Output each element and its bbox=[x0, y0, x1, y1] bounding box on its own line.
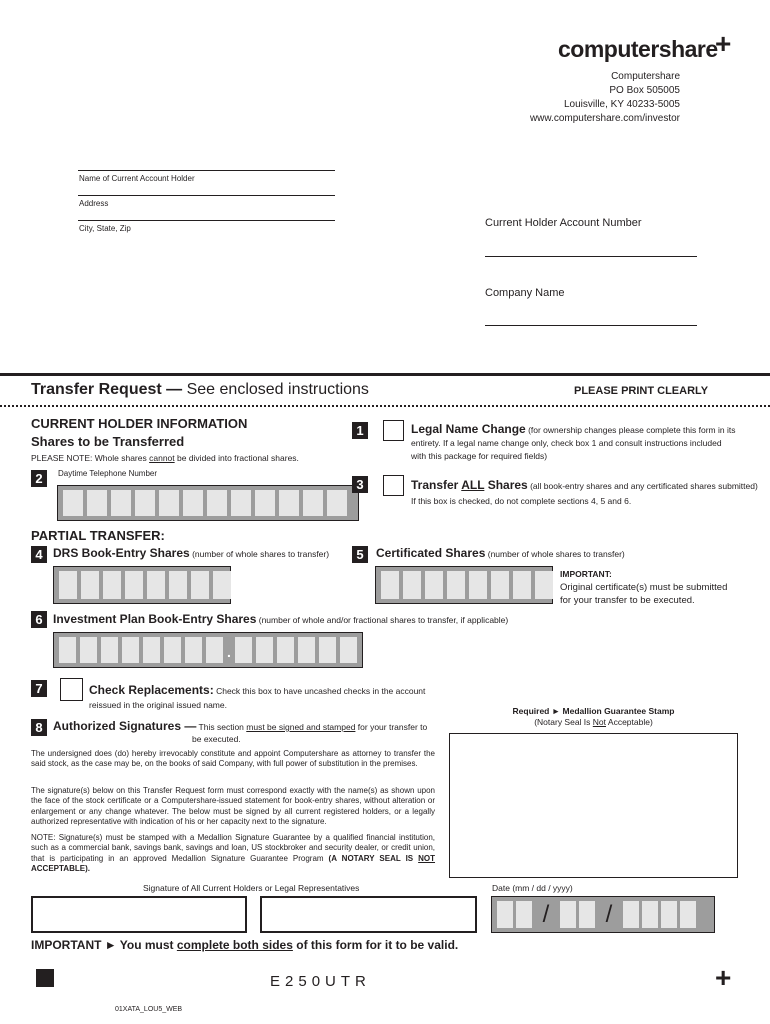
digit-cell[interactable] bbox=[111, 490, 131, 516]
decimal-point: . bbox=[227, 644, 231, 660]
digit-cell[interactable] bbox=[469, 571, 487, 599]
digit-cell[interactable] bbox=[235, 637, 252, 663]
medallion-stamp-box[interactable] bbox=[449, 733, 738, 878]
section-6-number: 6 bbox=[31, 611, 47, 628]
notary-suffix: Acceptable) bbox=[606, 717, 653, 727]
whole-shares-note bbox=[31, 453, 299, 463]
certificated-shares-label bbox=[376, 546, 625, 560]
registration-cross-icon: + bbox=[715, 28, 732, 59]
transfer-all-suffix: Shares bbox=[484, 478, 528, 492]
address-line: Computershare bbox=[611, 71, 680, 82]
warning-suffix: of this form for it to be valid. bbox=[292, 938, 459, 952]
digit-cell[interactable] bbox=[63, 490, 83, 516]
digit-cell[interactable] bbox=[81, 571, 99, 599]
transfer-all-desc: (all book-entry shares and any certificated shares submitted) bbox=[527, 481, 758, 491]
investment-plan-input[interactable] bbox=[53, 632, 363, 668]
legal-name-change-checkbox[interactable] bbox=[383, 420, 404, 441]
notary-warning-b: ACCEPTABLE). bbox=[31, 863, 90, 873]
account-number-label: Current Holder Account Number bbox=[485, 217, 642, 229]
note-prefix: PLEASE NOTE: Whole shares bbox=[31, 453, 150, 463]
notary-warning-a: (A NOTARY SEAL IS bbox=[328, 853, 419, 863]
digit-cell[interactable] bbox=[381, 571, 399, 599]
medallion-required-text: Required ► Medallion Guarantee Stamp bbox=[512, 706, 675, 716]
certificated-shares-title: Certificated Shares bbox=[376, 546, 486, 560]
authorized-signatures-heading bbox=[53, 721, 427, 732]
digit-cell[interactable] bbox=[59, 637, 76, 663]
digit-cell[interactable] bbox=[513, 571, 531, 599]
digit-cell[interactable] bbox=[59, 571, 77, 599]
form-title-bold: Transfer Request — bbox=[31, 381, 183, 398]
date-cell[interactable] bbox=[661, 901, 677, 928]
digit-cell[interactable] bbox=[103, 571, 121, 599]
digit-cell[interactable] bbox=[425, 571, 443, 599]
investment-plan-desc: (number of whole and/or fractional shares to transfer, if applicable) bbox=[256, 615, 509, 625]
digit-cell[interactable] bbox=[101, 637, 118, 663]
date-input[interactable] bbox=[491, 896, 715, 933]
digit-cell[interactable] bbox=[125, 571, 143, 599]
digit-cell[interactable] bbox=[191, 571, 209, 599]
digit-cell[interactable] bbox=[183, 490, 203, 516]
certificated-shares-desc: (number of whole shares to transfer) bbox=[485, 549, 625, 559]
address-field[interactable] bbox=[78, 195, 335, 196]
digit-cell[interactable] bbox=[340, 637, 357, 663]
digit-cell[interactable] bbox=[277, 637, 294, 663]
digit-cell[interactable] bbox=[231, 490, 251, 516]
digit-cell[interactable] bbox=[213, 571, 231, 599]
signatures-text-prefix: This section bbox=[196, 722, 247, 732]
date-cell[interactable] bbox=[579, 901, 595, 928]
transfer-all-title bbox=[411, 478, 528, 492]
partial-transfer-heading: PARTIAL TRANSFER: bbox=[31, 528, 165, 543]
title-dotted-rule bbox=[0, 405, 770, 407]
registration-cross-icon-bottom: + bbox=[715, 962, 732, 993]
investment-plan-label bbox=[53, 612, 508, 626]
signature-correspond-paragraph: The signature(s) below on this Transfer Request form must correspond exactly with the name(s) as shown upon the face of the stock certificate or a Computershare-issued statement for book-entry shares, without alteration or enlargement or any change whatever. The below must be signed by all current registered holders, or a legally authorized representative with indication of his or her capacity next to the signature. bbox=[31, 786, 435, 826]
city-label: City, State, Zip bbox=[79, 224, 131, 233]
digit-cell[interactable] bbox=[147, 571, 165, 599]
drs-shares-title: DRS Book-Entry Shares bbox=[53, 546, 190, 560]
check-replacements-checkbox[interactable] bbox=[60, 678, 83, 701]
legal-name-change-title: Legal Name Change bbox=[411, 422, 526, 436]
phone-label: Daytime Telephone Number bbox=[58, 469, 158, 478]
address-line: Louisville, KY 40233-5005 bbox=[563, 99, 680, 110]
important-label: IMPORTANT: bbox=[560, 569, 612, 579]
digit-cell[interactable] bbox=[535, 571, 553, 599]
date-separator: / bbox=[605, 901, 613, 928]
name-label: Name of Current Account Holder bbox=[79, 174, 195, 183]
authorized-signatures-title: Authorized Signatures — bbox=[53, 719, 197, 733]
investment-plan-title: Investment Plan Book-Entry Shares bbox=[53, 612, 257, 626]
transfer-all-underline: ALL bbox=[461, 478, 485, 492]
legal-name-text-1: (for ownership changes please complete this form in its bbox=[525, 425, 736, 435]
warning-prefix: IMPORTANT ► You must bbox=[31, 938, 177, 952]
company-name-field[interactable] bbox=[485, 325, 697, 326]
certificate-important-note bbox=[560, 568, 727, 607]
section-2-number: 2 bbox=[31, 470, 47, 487]
transfer-all-checkbox[interactable] bbox=[383, 475, 404, 496]
digit-cell[interactable] bbox=[206, 637, 223, 663]
digit-cell[interactable] bbox=[143, 637, 160, 663]
digit-cell[interactable] bbox=[164, 637, 181, 663]
digit-cell[interactable] bbox=[319, 637, 336, 663]
digit-cell[interactable] bbox=[255, 490, 275, 516]
check-replacements-desc-2: reissued in the original issued name. bbox=[89, 700, 227, 710]
important-text-2: for your transfer to be executed. bbox=[560, 595, 695, 606]
note-suffix: be divided into fractional shares. bbox=[174, 453, 299, 463]
date-cell[interactable] bbox=[560, 901, 576, 928]
title-rule bbox=[0, 373, 770, 376]
signatures-text-2: be executed. bbox=[192, 734, 241, 744]
digit-cell[interactable] bbox=[303, 490, 323, 516]
address-line: PO Box 505005 bbox=[609, 85, 680, 96]
section-8-number: 8 bbox=[31, 719, 47, 736]
notary-underline: Not bbox=[592, 717, 607, 727]
section-5-number: 5 bbox=[352, 546, 368, 563]
form-title bbox=[31, 381, 369, 399]
digit-cell[interactable] bbox=[122, 637, 139, 663]
medallion-required-label bbox=[449, 706, 738, 728]
digit-cell[interactable] bbox=[169, 571, 187, 599]
section-3-number: 3 bbox=[352, 476, 368, 493]
address-label: Address bbox=[79, 199, 109, 208]
legal-name-text-2: entirety. If a legal name change only, check box 1 and consult instructions included bbox=[411, 438, 722, 448]
shares-heading: Shares to be Transferred bbox=[31, 434, 185, 449]
digit-cell[interactable] bbox=[447, 571, 465, 599]
notary-prefix: (Notary Seal Is bbox=[534, 717, 593, 727]
signatures-text-underline: must be signed and stamped bbox=[246, 722, 356, 732]
city-field[interactable] bbox=[78, 220, 335, 221]
section-7-number: 7 bbox=[31, 680, 47, 697]
section-1-number: 1 bbox=[352, 422, 368, 439]
date-cell[interactable] bbox=[497, 901, 513, 928]
company-logo bbox=[558, 36, 718, 63]
drs-shares-input[interactable] bbox=[53, 566, 231, 604]
medallion-note-text: NOTE: Signature(s) must be stamped with a Medallion Signature Guarantee by a qualified financial institution, such as a commercial bank, savings bank, savings and loan, US stockbroker and security dealer, or credit union, that is participating in an approved Medallion Signature Guarantee Program bbox=[31, 833, 435, 863]
company-name-label: Company Name bbox=[485, 287, 565, 299]
company-address bbox=[530, 70, 680, 126]
digit-cell[interactable] bbox=[279, 490, 299, 516]
important-text-1: Original certificate(s) must be submitted bbox=[560, 582, 728, 593]
legal-name-text-3: with this package for required fields) bbox=[411, 451, 548, 461]
date-cell[interactable] bbox=[623, 901, 639, 928]
phone-number-input[interactable] bbox=[57, 485, 359, 521]
signature-box-2[interactable] bbox=[260, 896, 477, 933]
registration-square-icon bbox=[36, 969, 54, 987]
digit-cell[interactable] bbox=[491, 571, 509, 599]
transfer-all-prefix: Transfer bbox=[411, 478, 462, 492]
form-title-rest: See enclosed instructions bbox=[182, 381, 369, 398]
legal-name-change-text bbox=[411, 423, 741, 463]
web-code: 01XATA_LOU5_WEB bbox=[115, 1006, 183, 1013]
check-replacements-text bbox=[89, 683, 425, 712]
check-replacements-title: Check Replacements: bbox=[89, 683, 214, 697]
digit-cell[interactable] bbox=[256, 637, 273, 663]
print-clearly-note: PLEASE PRINT CLEARLY bbox=[574, 385, 709, 397]
date-separator: / bbox=[542, 901, 550, 928]
medallion-note-paragraph bbox=[31, 833, 435, 874]
digit-cell[interactable] bbox=[403, 571, 421, 599]
date-label: Date (mm / dd / yyyy) bbox=[492, 883, 573, 893]
current-holder-heading: CURRENT HOLDER INFORMATION bbox=[31, 416, 248, 431]
digit-cell[interactable] bbox=[87, 490, 107, 516]
digit-cell[interactable] bbox=[185, 637, 202, 663]
date-cell[interactable] bbox=[516, 901, 532, 928]
digit-cell[interactable] bbox=[298, 637, 315, 663]
note-underline: cannot bbox=[149, 453, 175, 463]
address-line: www.computershare.com/investor bbox=[529, 113, 680, 124]
signature-label: Signature of All Current Holders or Legal Representatives bbox=[143, 883, 360, 893]
name-field[interactable] bbox=[78, 170, 335, 171]
account-number-field[interactable] bbox=[485, 256, 697, 257]
transfer-all-note: If this box is checked, do not complete sections 4, 5 and 6. bbox=[411, 496, 632, 506]
check-replacements-desc-1: Check this box to have uncashed checks in the account bbox=[213, 686, 426, 696]
attorney-paragraph: The undersigned does (do) hereby irrevocably constitute and appoint Computershare as attorney to transfer the said stock, as the case may be, on the books of said Company, with full power of substitution in the premises. bbox=[31, 749, 435, 769]
both-sides-warning bbox=[31, 938, 458, 952]
digit-cell[interactable] bbox=[135, 490, 155, 516]
date-cell[interactable] bbox=[680, 901, 696, 928]
digit-cell[interactable] bbox=[159, 490, 179, 516]
logo-text: computershare bbox=[558, 36, 718, 62]
form-code: E250UTR bbox=[270, 973, 371, 990]
certificated-shares-input[interactable] bbox=[375, 566, 553, 604]
digit-cell[interactable] bbox=[327, 490, 347, 516]
digit-cell[interactable] bbox=[80, 637, 97, 663]
transfer-all-text bbox=[411, 478, 758, 492]
signature-box-1[interactable] bbox=[31, 896, 247, 933]
section-4-number: 4 bbox=[31, 546, 47, 563]
notary-warning-u: NOT bbox=[418, 853, 436, 863]
digit-cell[interactable] bbox=[207, 490, 227, 516]
signatures-text-suffix: for your transfer to bbox=[355, 722, 428, 732]
warning-underline: complete both sides bbox=[176, 938, 293, 952]
drs-shares-label bbox=[53, 546, 329, 560]
date-cell[interactable] bbox=[642, 901, 658, 928]
drs-shares-desc: (number of whole shares to transfer) bbox=[189, 549, 330, 559]
